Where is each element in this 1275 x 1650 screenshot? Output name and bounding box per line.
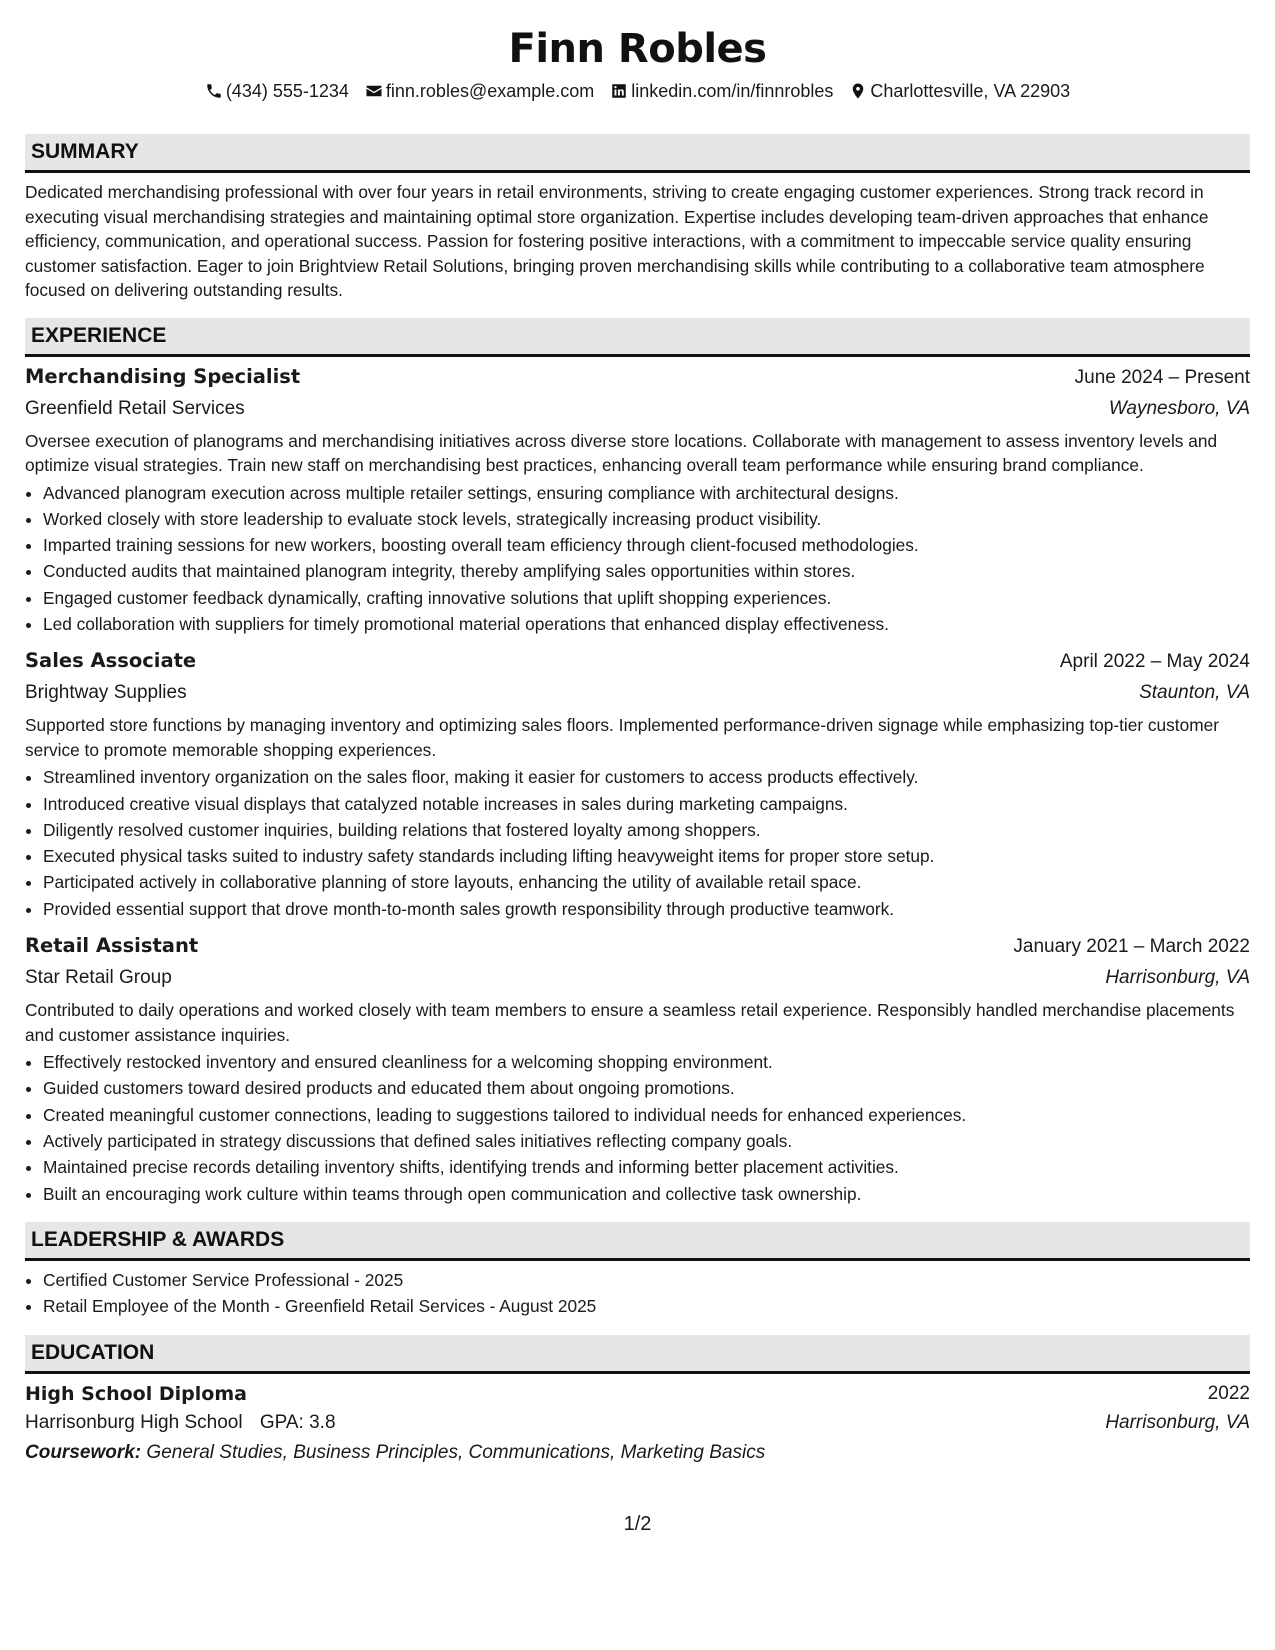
list-item: • Maintained precise records detailing inventory shifts, identifying trends and informing better placement activities. xyxy=(43,1154,1250,1180)
job-title: Sales Associate xyxy=(25,649,197,673)
education-heading: EDUCATION xyxy=(25,1335,1250,1374)
education-year: 2022 xyxy=(1207,1383,1250,1405)
list-item: • Engaged customer feedback dynamically, crafting innovative solutions that uplift shopping experiences. xyxy=(43,585,1250,611)
coursework-text: General Studies, Business Principles, Communications, Marketing Basics xyxy=(146,1442,766,1464)
list-item: • Advanced planogram execution across multiple retailer settings, ensuring compliance with architectural designs. xyxy=(43,480,1250,506)
job-entry xyxy=(25,932,1250,1207)
list-item: • Imparted training sessions for new workers, boosting overall team efficiency through client-focused methodologies. xyxy=(43,532,1250,558)
list-item: • Worked closely with store leadership to evaluate stock levels, strategically increasing product visibility. xyxy=(43,506,1250,532)
job-dates: June 2024 – Present xyxy=(1074,366,1250,388)
job-bullets xyxy=(25,764,1250,922)
job-dates: January 2021 – March 2022 xyxy=(1013,936,1250,958)
list-item: • Introduced creative visual displays that catalyzed notable increases in sales during marketing campaigns. xyxy=(43,791,1250,817)
education-entry xyxy=(25,1380,1250,1468)
awards-heading: LEADERSHIP & AWARDS xyxy=(25,1222,1250,1261)
list-item: • Executed physical tasks suited to industry safety standards including lifting heavyweight items for proper store setup. xyxy=(43,843,1250,869)
coursework-label: Coursework: xyxy=(25,1442,142,1464)
contact-location xyxy=(849,79,1070,103)
map-marker-icon xyxy=(849,82,867,100)
job-description: Oversee execution of planograms and merchandising initiatives across diverse store locations. Collaborate with management to assess inventory levels and optimize visual strategies. Train new staff on merchandising best practices, enhancing overall team performance while ensuring brand compliance. xyxy=(25,430,1218,475)
job-company: Star Retail Group xyxy=(25,967,172,989)
experience-heading: EXPERIENCE xyxy=(25,318,1250,357)
list-item: • Certified Customer Service Professional - 2025 xyxy=(43,1267,1250,1293)
education-school: Harrisonburg High School xyxy=(25,1412,243,1434)
job-company: Brightway Supplies xyxy=(25,682,187,704)
job-description: Contributed to daily operations and worked closely with team members to ensure a seamless retail experience. Responsibly handled merchandise placements and customer assistance inquiries. xyxy=(25,1000,1235,1045)
list-item: • Guided customers toward desired products and educated them about ongoing promotions. xyxy=(43,1075,1250,1101)
location-text: Charlottesville, VA 22903 xyxy=(870,81,1071,101)
envelope-icon xyxy=(365,82,383,100)
contact-phone xyxy=(205,79,349,103)
job-location: Harrisonburg, VA xyxy=(1105,967,1250,989)
job-bullets xyxy=(25,480,1250,638)
job-title: Retail Assistant xyxy=(25,934,199,958)
list-item: • Provided essential support that drove month-to-month sales growth responsibility through productive teamwork. xyxy=(43,896,1250,922)
list-item: • Led collaboration with suppliers for timely promotional material operations that enhanced display effectiveness. xyxy=(43,611,1250,637)
list-item: • Actively participated in strategy discussions that defined sales initiatives reflecting company goals. xyxy=(43,1128,1250,1154)
page-number: 1/2 xyxy=(623,1513,652,1535)
list-item: • Retail Employee of the Month - Greenfield Retail Services - August 2025 xyxy=(43,1293,1250,1319)
phone-icon xyxy=(205,82,223,100)
job-location: Waynesboro, VA xyxy=(1108,397,1250,419)
job-title: Merchandising Specialist xyxy=(25,364,301,388)
candidate-name: Finn Robles xyxy=(508,26,767,72)
contact-email[interactable] xyxy=(365,79,594,103)
phone-text: (434) 555-1234 xyxy=(225,81,349,101)
linkedin-text: linkedin.com/in/finnrobles xyxy=(631,81,834,101)
job-entry xyxy=(25,647,1250,922)
linkedin-icon xyxy=(610,82,628,100)
list-item: • Streamlined inventory organization on the sales floor, making it easier for customers to access products effectively. xyxy=(43,764,1250,790)
awards-list xyxy=(25,1267,1250,1320)
education-location: Harrisonburg, VA xyxy=(1105,1412,1250,1434)
summary-heading: SUMMARY xyxy=(25,134,1250,173)
education-gpa: GPA: 3.8 xyxy=(259,1412,336,1434)
list-item: • Conducted audits that maintained planogram integrity, thereby amplifying sales opportunities within stores. xyxy=(43,558,1250,584)
job-entry xyxy=(25,363,1250,638)
resume-page xyxy=(25,0,1250,1468)
education-degree: High School Diploma xyxy=(25,1383,247,1406)
email-text: finn.robles@example.com xyxy=(385,81,595,101)
list-item: • Participated actively in collaborative planning of store layouts, enhancing the utility of available retail space. xyxy=(43,869,1250,895)
job-location: Staunton, VA xyxy=(1139,682,1250,704)
contact-bar xyxy=(25,79,1250,103)
education-coursework xyxy=(25,1438,1250,1468)
list-item: • Built an encouraging work culture within teams through open communication and collective task ownership. xyxy=(43,1181,1250,1207)
contact-linkedin[interactable] xyxy=(610,79,833,103)
job-description: Supported store functions by managing inventory and optimizing sales floors. Implemented performance-driven signage while emphasizing top-tier customer service to promote memorable shopping experiences. xyxy=(25,715,1219,760)
list-item: • Created meaningful customer connections, leading to suggestions tailored to individual needs for enhanced experiences. xyxy=(43,1102,1250,1128)
list-item: • Diligently resolved customer inquiries, building relations that fostered loyalty among shoppers. xyxy=(43,817,1250,843)
list-item: • Effectively restocked inventory and ensured cleanliness for a welcoming shopping environment. xyxy=(43,1049,1250,1075)
job-dates: April 2022 – May 2024 xyxy=(1059,651,1250,673)
summary-text: Dedicated merchandising professional with over four years in retail environments, striving to create engaging customer experiences. Strong track record in executing visual merchandising strategies and maintaining optimal store organization. Expertise includes developing team-driven approaches that enhance efficiency, communication, and operational success. Passion for fostering positive interactions, with a commitment to impeccable service quality ensuring customer satisfaction. Eager to join Brightview Retail Solutions, bringing proven merchandising skills while contributing to a collaborative team atmosphere focused on delivering outstanding results. xyxy=(25,182,1209,300)
job-bullets xyxy=(25,1049,1250,1207)
job-company: Greenfield Retail Services xyxy=(25,397,245,419)
